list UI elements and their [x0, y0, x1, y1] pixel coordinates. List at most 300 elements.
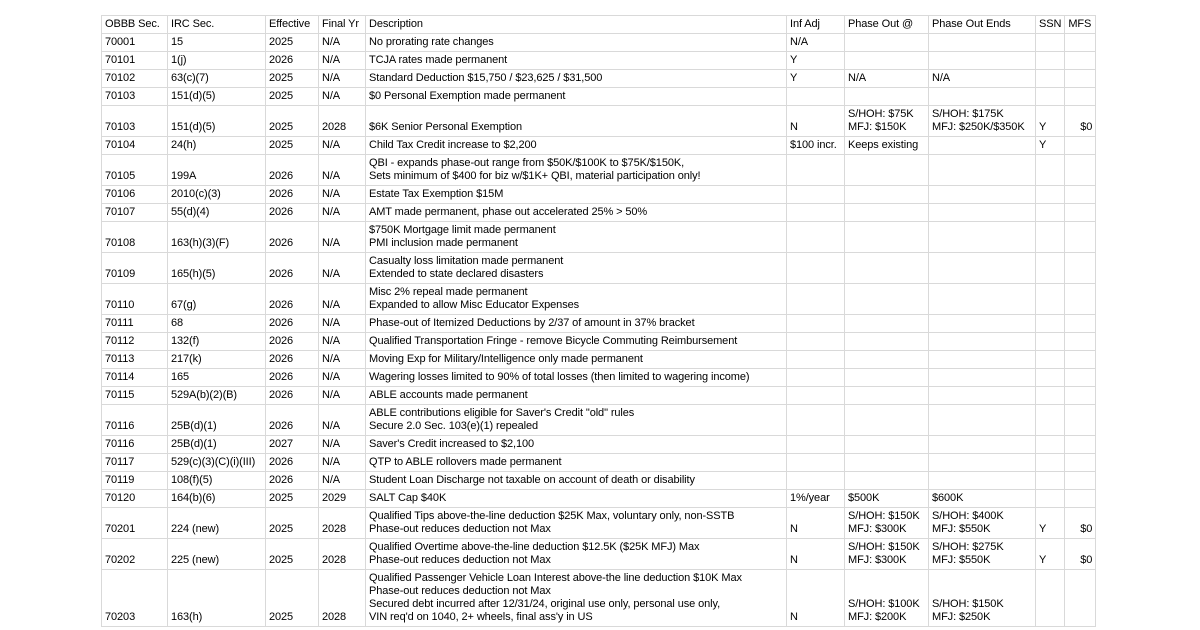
phase-out-ends-cell — [929, 186, 1036, 204]
ssn-text: Y — [1039, 121, 1047, 133]
irc-sec-text: 165(h)(5) — [171, 268, 216, 280]
mfs-cell — [1065, 405, 1096, 436]
effective-text: 2026 — [269, 299, 294, 311]
mfs-cell — [1065, 472, 1096, 490]
phase-out-ends-text: S/HOH: $400K MFJ: $550K — [932, 510, 1004, 535]
mfs-cell — [1065, 204, 1096, 222]
phase-out-ends-cell — [929, 70, 1036, 88]
phase-out-at-cell — [845, 539, 929, 570]
inf-adj-cell — [787, 186, 845, 204]
final-yr-cell — [319, 34, 366, 52]
final-yr-text: N/A — [322, 474, 341, 486]
final-yr-text: N/A — [322, 371, 341, 383]
final-yr-text: N/A — [322, 456, 341, 468]
phase-out-ends-cell — [929, 539, 1036, 570]
description-cell — [366, 333, 787, 351]
description-cell — [366, 253, 787, 284]
effective-text: 2026 — [269, 206, 294, 218]
inf-adj-cell — [787, 106, 845, 137]
obbb-sec-text: 70120 — [105, 492, 136, 504]
phase-out-ends-cell — [929, 436, 1036, 454]
phase-out-at-cell — [845, 204, 929, 222]
final-yr-cell — [319, 387, 366, 405]
effective-cell — [266, 34, 319, 52]
effective-text: 2026 — [269, 371, 294, 383]
irc-sec-text: 225 (new) — [171, 554, 220, 566]
table-row — [102, 369, 1096, 387]
inf-adj-cell — [787, 284, 845, 315]
phase-out-ends-header: Phase Out Ends — [929, 16, 1036, 34]
effective-cell — [266, 186, 319, 204]
phase-out-at-cell — [845, 315, 929, 333]
description-text: Standard Deduction $15,750 / $23,625 / $31,500 — [369, 72, 603, 84]
effective-cell — [266, 387, 319, 405]
final-yr-text: 2028 — [322, 554, 347, 566]
final-yr-cell — [319, 454, 366, 472]
phase-out-at-cell — [845, 333, 929, 351]
final-yr-cell — [319, 106, 366, 137]
description-cell — [366, 106, 787, 137]
final-yr-cell — [319, 436, 366, 454]
phase-out-at-cell — [845, 369, 929, 387]
final-yr-text: N/A — [322, 389, 341, 401]
description-cell — [366, 70, 787, 88]
obbb-sec-text: 70102 — [105, 72, 136, 84]
phase-out-at-cell — [845, 34, 929, 52]
final-yr-text: N/A — [322, 206, 341, 218]
ssn-header: SSN — [1036, 16, 1065, 34]
obbb-sec-cell — [102, 539, 168, 570]
mfs-cell — [1065, 70, 1096, 88]
phase-out-at-text: S/HOH: $150K MFJ: $300K — [848, 510, 920, 535]
obbb-sec-text: 70103 — [105, 121, 136, 133]
obbb-sec-cell — [102, 436, 168, 454]
effective-text: 2025 — [269, 72, 294, 84]
ssn-cell — [1036, 137, 1065, 155]
inf-adj-cell — [787, 333, 845, 351]
obbb-sec-text: 70101 — [105, 54, 136, 66]
ssn-cell — [1036, 155, 1065, 186]
effective-text: 2025 — [269, 139, 294, 151]
effective-cell — [266, 472, 319, 490]
phase-out-ends-cell — [929, 88, 1036, 106]
obbb-sec-cell — [102, 387, 168, 405]
inf-adj-cell — [787, 222, 845, 253]
description-text: Qualified Transportation Fringe - remove Bicycle Commuting Reimbursement — [369, 335, 738, 347]
inf-adj-cell — [787, 472, 845, 490]
effective-cell — [266, 369, 319, 387]
header-row — [102, 16, 1096, 34]
phase-out-ends-cell — [929, 369, 1036, 387]
obbb-sec-cell — [102, 70, 168, 88]
obbb-sec-cell — [102, 508, 168, 539]
irc-sec-text: 151(d)(5) — [171, 90, 216, 102]
phase-out-at-cell — [845, 155, 929, 186]
inf-adj-cell — [787, 34, 845, 52]
description-cell — [366, 34, 787, 52]
mfs-cell — [1065, 52, 1096, 70]
obbb-sec-cell — [102, 315, 168, 333]
ssn-cell — [1036, 284, 1065, 315]
mfs-cell — [1065, 155, 1096, 186]
mfs-cell — [1065, 539, 1096, 570]
phase-out-at-text: N/A — [848, 72, 867, 84]
description-text: Qualified Tips above-the-line deduction $25K Max, voluntary only, non-SSTB Phase-out reduces deduction not Max — [369, 510, 735, 535]
effective-text: 2026 — [269, 268, 294, 280]
irc-sec-cell — [168, 570, 266, 627]
irc-sec-text: 108(f)(5) — [171, 474, 213, 486]
inf-adj-cell — [787, 155, 845, 186]
description-text: TCJA rates made permanent — [369, 54, 508, 66]
irc-sec-text: 15 — [171, 36, 184, 48]
ssn-cell — [1036, 88, 1065, 106]
ssn-cell — [1036, 186, 1065, 204]
description-text: AMT made permanent, phase out accelerated 25% > 50% — [369, 206, 648, 218]
irc-sec-cell — [168, 137, 266, 155]
inf-adj-text: Y — [790, 72, 798, 84]
irc-sec-cell — [168, 34, 266, 52]
phase-out-at-cell — [845, 351, 929, 369]
final-yr-cell — [319, 155, 366, 186]
ssn-cell — [1036, 70, 1065, 88]
phase-out-at-cell — [845, 387, 929, 405]
effective-text: 2026 — [269, 474, 294, 486]
final-yr-text: N/A — [322, 139, 341, 151]
phase-out-ends-text: N/A — [932, 72, 951, 84]
mfs-cell — [1065, 387, 1096, 405]
phase-out-ends-text: S/HOH: $150K MFJ: $250K — [932, 598, 1004, 623]
effective-cell — [266, 222, 319, 253]
final-yr-cell — [319, 88, 366, 106]
phase-out-ends-cell — [929, 284, 1036, 315]
table-row — [102, 284, 1096, 315]
phase-out-at-cell — [845, 186, 929, 204]
ssn-cell — [1036, 570, 1065, 627]
irc-sec-cell — [168, 155, 266, 186]
table-row — [102, 70, 1096, 88]
final-yr-cell — [319, 315, 366, 333]
effective-cell — [266, 333, 319, 351]
effective-text: 2025 — [269, 492, 294, 504]
effective-cell — [266, 155, 319, 186]
obbb-sec-text: 70119 — [105, 474, 135, 486]
ssn-cell — [1036, 34, 1065, 52]
obbb-sec-cell — [102, 369, 168, 387]
final-yr-cell — [319, 351, 366, 369]
inf-adj-cell — [787, 351, 845, 369]
irc-sec-cell — [168, 369, 266, 387]
ssn-cell — [1036, 387, 1065, 405]
table-row — [102, 186, 1096, 204]
final-yr-cell — [319, 284, 366, 315]
ssn-cell — [1036, 539, 1065, 570]
effective-text: 2026 — [269, 456, 294, 468]
table-row — [102, 106, 1096, 137]
obbb-sec-cell — [102, 137, 168, 155]
description-cell — [366, 539, 787, 570]
obbb-sec-cell — [102, 106, 168, 137]
description-text: Estate Tax Exemption $15M — [369, 188, 504, 200]
description-text: $750K Mortgage limit made permanent PMI inclusion made permanent — [369, 224, 556, 249]
description-text: Child Tax Credit increase to $2,200 — [369, 139, 537, 151]
inf-adj-cell — [787, 70, 845, 88]
effective-cell — [266, 137, 319, 155]
description-cell — [366, 351, 787, 369]
description-cell — [366, 454, 787, 472]
inf-adj-text: Y — [790, 54, 798, 66]
table-row — [102, 539, 1096, 570]
ssn-text: Y — [1039, 554, 1047, 566]
effective-text: 2026 — [269, 353, 294, 365]
final-yr-cell — [319, 405, 366, 436]
inf-adj-cell — [787, 52, 845, 70]
obbb-sec-text: 70108 — [105, 237, 136, 249]
phase-out-at-cell — [845, 88, 929, 106]
irc-sec-text: 25B(d)(1) — [171, 420, 217, 432]
inf-adj-cell — [787, 570, 845, 627]
inf-adj-cell — [787, 490, 845, 508]
irc-sec-text: 199A — [171, 170, 197, 182]
phase-out-at-cell — [845, 284, 929, 315]
effective-text: 2026 — [269, 420, 294, 432]
irc-sec-text: 529A(b)(2)(B) — [171, 389, 237, 401]
phase-out-ends-cell — [929, 490, 1036, 508]
irc-sec-cell — [168, 186, 266, 204]
phase-out-at-cell — [845, 137, 929, 155]
obbb-sec-cell — [102, 34, 168, 52]
table-row — [102, 570, 1096, 627]
mfs-cell — [1065, 137, 1096, 155]
ssn-cell — [1036, 333, 1065, 351]
description-cell — [366, 222, 787, 253]
obbb-sec-cell — [102, 490, 168, 508]
table-row — [102, 222, 1096, 253]
phase-out-ends-cell — [929, 333, 1036, 351]
inf-adj-text: $100 incr. — [790, 139, 837, 151]
obbb-sec-text: 70001 — [105, 36, 136, 48]
phase-out-at-cell — [845, 106, 929, 137]
effective-text: 2025 — [269, 611, 294, 623]
final-yr-text: N/A — [322, 438, 341, 450]
phase-out-ends-cell — [929, 222, 1036, 253]
obbb-sec-text: 70113 — [105, 353, 135, 365]
irc-sec-cell — [168, 284, 266, 315]
description-text: $0 Personal Exemption made permanent — [369, 90, 566, 102]
phase-out-at-cell — [845, 454, 929, 472]
description-cell — [366, 88, 787, 106]
description-text: SALT Cap $40K — [369, 492, 447, 504]
obbb-sec-text: 70201 — [105, 523, 136, 535]
phase-out-ends-text: S/HOH: $275K MFJ: $550K — [932, 541, 1004, 566]
ssn-cell — [1036, 436, 1065, 454]
effective-text: 2026 — [269, 170, 294, 182]
irc-sec-cell — [168, 333, 266, 351]
effective-cell — [266, 405, 319, 436]
effective-cell — [266, 52, 319, 70]
table-row — [102, 204, 1096, 222]
irc-sec-cell — [168, 70, 266, 88]
inf-adj-text: N — [790, 611, 798, 623]
effective-text: 2026 — [269, 188, 294, 200]
description-text: No prorating rate changes — [369, 36, 494, 48]
description-cell — [366, 405, 787, 436]
irc-sec-cell — [168, 253, 266, 284]
obbb-sec-cell — [102, 405, 168, 436]
ssn-cell — [1036, 253, 1065, 284]
mfs-text: $0 — [1080, 523, 1093, 535]
description-cell — [366, 369, 787, 387]
effective-cell — [266, 539, 319, 570]
obbb-sec-text: 70114 — [105, 371, 135, 383]
final-yr-cell — [319, 70, 366, 88]
mfs-cell — [1065, 253, 1096, 284]
description-text: ABLE accounts made permanent — [369, 389, 528, 401]
irc-sec-text: 224 (new) — [171, 523, 220, 535]
effective-cell — [266, 88, 319, 106]
description-text: QBI - expands phase-out range from $50K/$100K to $75K/$150K, Sets minimum of $400 for biz w/$1K+ QBI, material participation only! — [369, 157, 701, 182]
effective-cell — [266, 284, 319, 315]
phase-out-at-cell — [845, 490, 929, 508]
phase-out-at-text: S/HOH: $150K MFJ: $300K — [848, 541, 920, 566]
table-row — [102, 88, 1096, 106]
irc-sec-text: 24(h) — [171, 139, 197, 151]
description-cell — [366, 436, 787, 454]
irc-sec-text: 163(h) — [171, 611, 203, 623]
effective-cell — [266, 70, 319, 88]
mfs-cell — [1065, 88, 1096, 106]
final-yr-header: Final Yr — [319, 16, 366, 34]
mfs-cell — [1065, 222, 1096, 253]
irc-sec-cell — [168, 52, 266, 70]
phase-out-ends-cell — [929, 137, 1036, 155]
effective-cell — [266, 351, 319, 369]
table-row — [102, 351, 1096, 369]
description-text: ABLE contributions eligible for Saver's Credit "old" rules Secure 2.0 Sec. 103(e)(1) repealed — [369, 407, 635, 432]
irc-sec-text: 55(d)(4) — [171, 206, 210, 218]
description-cell — [366, 472, 787, 490]
effective-cell — [266, 315, 319, 333]
obbb-sec-text: 70202 — [105, 554, 136, 566]
ssn-text: Y — [1039, 523, 1047, 535]
inf-adj-cell — [787, 253, 845, 284]
irc-sec-cell — [168, 405, 266, 436]
effective-text: 2026 — [269, 389, 294, 401]
irc-sec-cell — [168, 387, 266, 405]
obbb-sec-cell — [102, 472, 168, 490]
irc-sec-cell — [168, 222, 266, 253]
final-yr-text: N/A — [322, 36, 341, 48]
description-cell — [366, 155, 787, 186]
description-text: Student Loan Discharge not taxable on account of death or disability — [369, 474, 695, 486]
phase-out-ends-cell — [929, 351, 1036, 369]
effective-text: 2025 — [269, 523, 294, 535]
final-yr-text: N/A — [322, 317, 341, 329]
effective-cell — [266, 106, 319, 137]
inf-adj-cell — [787, 369, 845, 387]
phase-out-at-cell — [845, 70, 929, 88]
phase-out-ends-cell — [929, 204, 1036, 222]
irc-sec-text: 217(k) — [171, 353, 202, 365]
table-row — [102, 34, 1096, 52]
description-text: Wagering losses limited to 90% of total losses (then limited to wagering income) — [369, 371, 750, 383]
phase-out-ends-cell — [929, 315, 1036, 333]
mfs-text: $0 — [1080, 121, 1093, 133]
obbb-sec-cell — [102, 284, 168, 315]
final-yr-text: N/A — [322, 188, 341, 200]
ssn-cell — [1036, 52, 1065, 70]
final-yr-text: N/A — [322, 335, 341, 347]
final-yr-text: 2028 — [322, 611, 347, 623]
irc-sec-text: 68 — [171, 317, 184, 329]
mfs-cell — [1065, 508, 1096, 539]
final-yr-text: N/A — [322, 237, 341, 249]
inf-adj-text: 1%/year — [790, 492, 830, 504]
table-row — [102, 387, 1096, 405]
final-yr-cell — [319, 508, 366, 539]
effective-text: 2025 — [269, 121, 294, 133]
obbb-sec-cell — [102, 186, 168, 204]
obbb-sec-cell — [102, 204, 168, 222]
obbb-sec-text: 70116 — [105, 438, 135, 450]
phase-out-ends-cell — [929, 570, 1036, 627]
table-row — [102, 405, 1096, 436]
irc-sec-text: 165 — [171, 371, 190, 383]
effective-cell — [266, 253, 319, 284]
obbb-sec-text: 70116 — [105, 420, 135, 432]
obbb-sec-cell — [102, 88, 168, 106]
effective-text: 2027 — [269, 438, 294, 450]
phase-out-at-text: S/HOH: $75K MFJ: $150K — [848, 108, 914, 133]
effective-text: 2026 — [269, 317, 294, 329]
phase-out-ends-cell — [929, 106, 1036, 137]
irc-sec-cell — [168, 490, 266, 508]
description-cell — [366, 387, 787, 405]
irc-sec-cell — [168, 454, 266, 472]
inf-adj-cell — [787, 436, 845, 454]
table-row — [102, 508, 1096, 539]
description-header: Description — [366, 16, 787, 34]
description-text: $6K Senior Personal Exemption — [369, 121, 523, 133]
table-row — [102, 490, 1096, 508]
final-yr-cell — [319, 52, 366, 70]
effective-text: 2025 — [269, 554, 294, 566]
mfs-cell — [1065, 284, 1096, 315]
irc-sec-cell — [168, 436, 266, 454]
irc-sec-text: 2010(c)(3) — [171, 188, 221, 200]
obbb-sec-cell — [102, 222, 168, 253]
irc-sec-cell — [168, 472, 266, 490]
inf-adj-text: N — [790, 523, 798, 535]
description-cell — [366, 315, 787, 333]
description-text: Moving Exp for Military/Intelligence only made permanent — [369, 353, 643, 365]
effective-text: 2026 — [269, 237, 294, 249]
phase-out-at-text: S/HOH: $100K MFJ: $200K — [848, 598, 920, 623]
final-yr-text: N/A — [322, 420, 341, 432]
final-yr-text: N/A — [322, 90, 341, 102]
mfs-text: $0 — [1080, 554, 1093, 566]
ssn-cell — [1036, 204, 1065, 222]
mfs-cell — [1065, 454, 1096, 472]
phase-out-ends-text: S/HOH: $175K MFJ: $250K/$350K — [932, 108, 1025, 133]
obbb-sec-text: 70115 — [105, 389, 135, 401]
final-yr-cell — [319, 539, 366, 570]
inf-adj-cell — [787, 387, 845, 405]
table-row — [102, 253, 1096, 284]
mfs-header: MFS — [1065, 16, 1096, 34]
phase-out-at-cell — [845, 405, 929, 436]
description-text: Casualty loss limitation made permanent Extended to state declared disasters — [369, 255, 564, 280]
table-row — [102, 315, 1096, 333]
